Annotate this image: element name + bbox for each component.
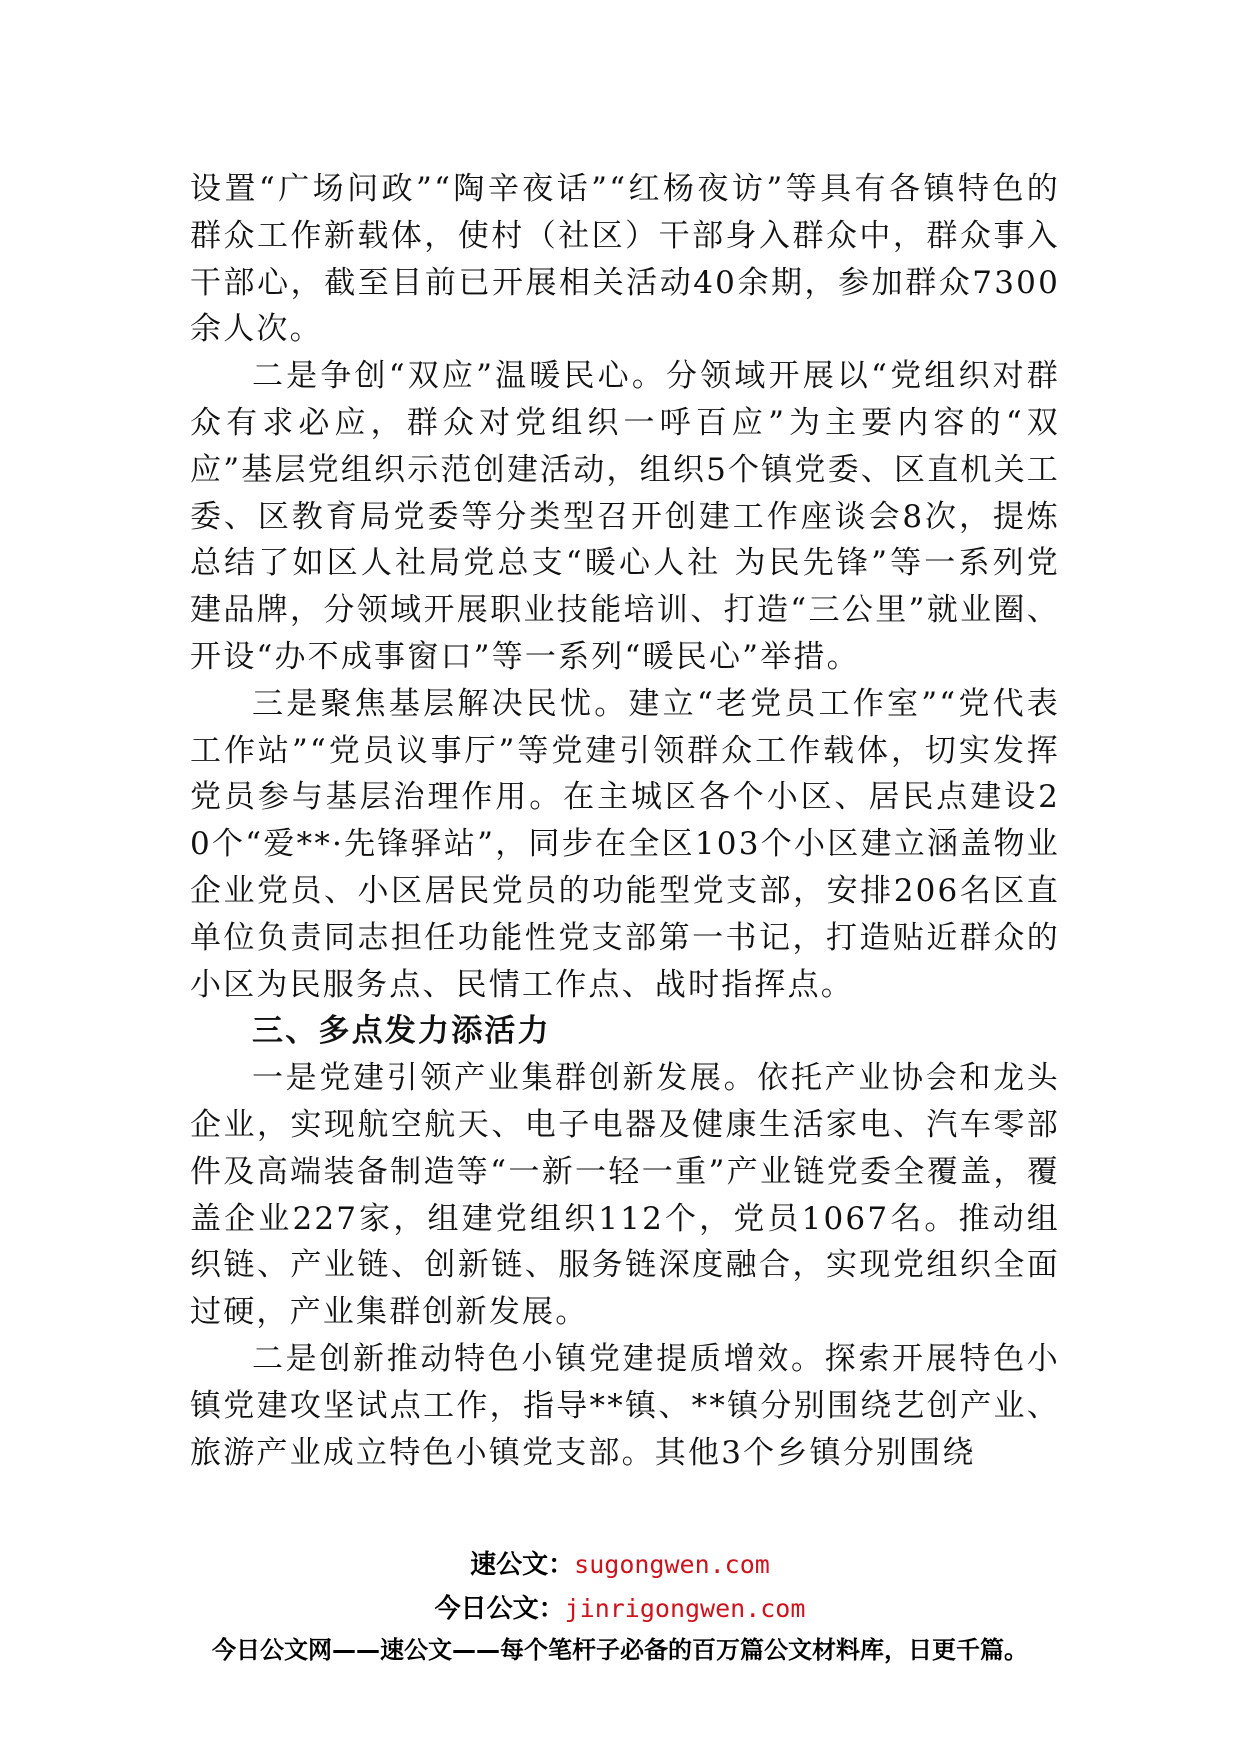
footer-link-sugongwen[interactable]: sugongwen.com: [574, 1550, 770, 1579]
section-heading: 三、多点发力添活力: [252, 1013, 551, 1050]
footer-label-sugongwen: 速公文：: [470, 1550, 575, 1580]
footer-label-jinrigongwen: 今日公文：: [434, 1594, 565, 1624]
document-body: [190, 166, 1060, 1476]
paragraph-continuation: 设置“广场问政”“陶辛夜话”“红杨夜访”等具有各镇特色的群众工作新载体，使村（社区）干部身入群众中，群众事入干部心，截至目前已开展相关活动40余期，参加群众7300余人次。: [190, 171, 1060, 348]
footer-sugongwen: [0, 1544, 1240, 1581]
footer-slogan: [0, 1630, 1240, 1665]
paragraph-grassroots: 三是聚焦基层解决民忧。建立“老党员工作室”“党代表工作站”“党员议事厅”等党建引领群众工作载体，切实发挥党员参与基层治理作用。在主城区各个小区、居民点建设20个“爱**·先锋驿站”，同步在全区103个小区建立涵盖物业企业党员、小区居民党员的功能型党支部，安排206名区直单位负责同志担任功能性党支部第一书记，打造贴近群众的小区为民服务点、民情工作点、战时指挥点。: [190, 685, 1060, 1003]
paragraph-industry-cluster: 一是党建引领产业集群创新发展。依托产业协会和龙头企业，实现航空航天、电子电器及健康生活家电、汽车零部件及高端装备制造等“一新一轻一重”产业链党委全覆盖，覆盖企业227家，组建党组织112个，党员1067名。推动组织链、产业链、创新链、服务链深度融合，实现党组织全面过硬，产业集群创新发展。: [190, 1060, 1060, 1331]
footer-jinrigongwen: [0, 1588, 1240, 1625]
footer-link-jinrigongwen[interactable]: jinrigongwen.com: [564, 1594, 806, 1623]
paragraph-special-town: 二是创新推动特色小镇党建提质增效。探索开展特色小镇党建攻坚试点工作，指导**镇、**镇分别围绕艺创产业、旅游产业成立特色小镇党支部。其他3个乡镇分别围绕: [190, 1340, 1060, 1471]
paragraph-shuangying: 二是争创“双应”温暖民心。分领域开展以“党组织对群众有求必应，群众对党组织一呼百应”为主要内容的“双应”基层党组织示范创建活动，组织5个镇党委、区直机关工委、区教育局党委等分类型召开创建工作座谈会8次，提炼总结了如区人社局党总支“暖心人社 为民先锋”等一系列党建品牌，分领域开展职业技能培训、打造“三公里”就业圈、开设“办不成事窗口”等一系列“暖民心”举措。: [190, 358, 1060, 675]
footer-slogan-text: 今日公文网——速公文——每个笔杆子必备的百万篇公文材料库，日更千篇。: [212, 1636, 1028, 1664]
